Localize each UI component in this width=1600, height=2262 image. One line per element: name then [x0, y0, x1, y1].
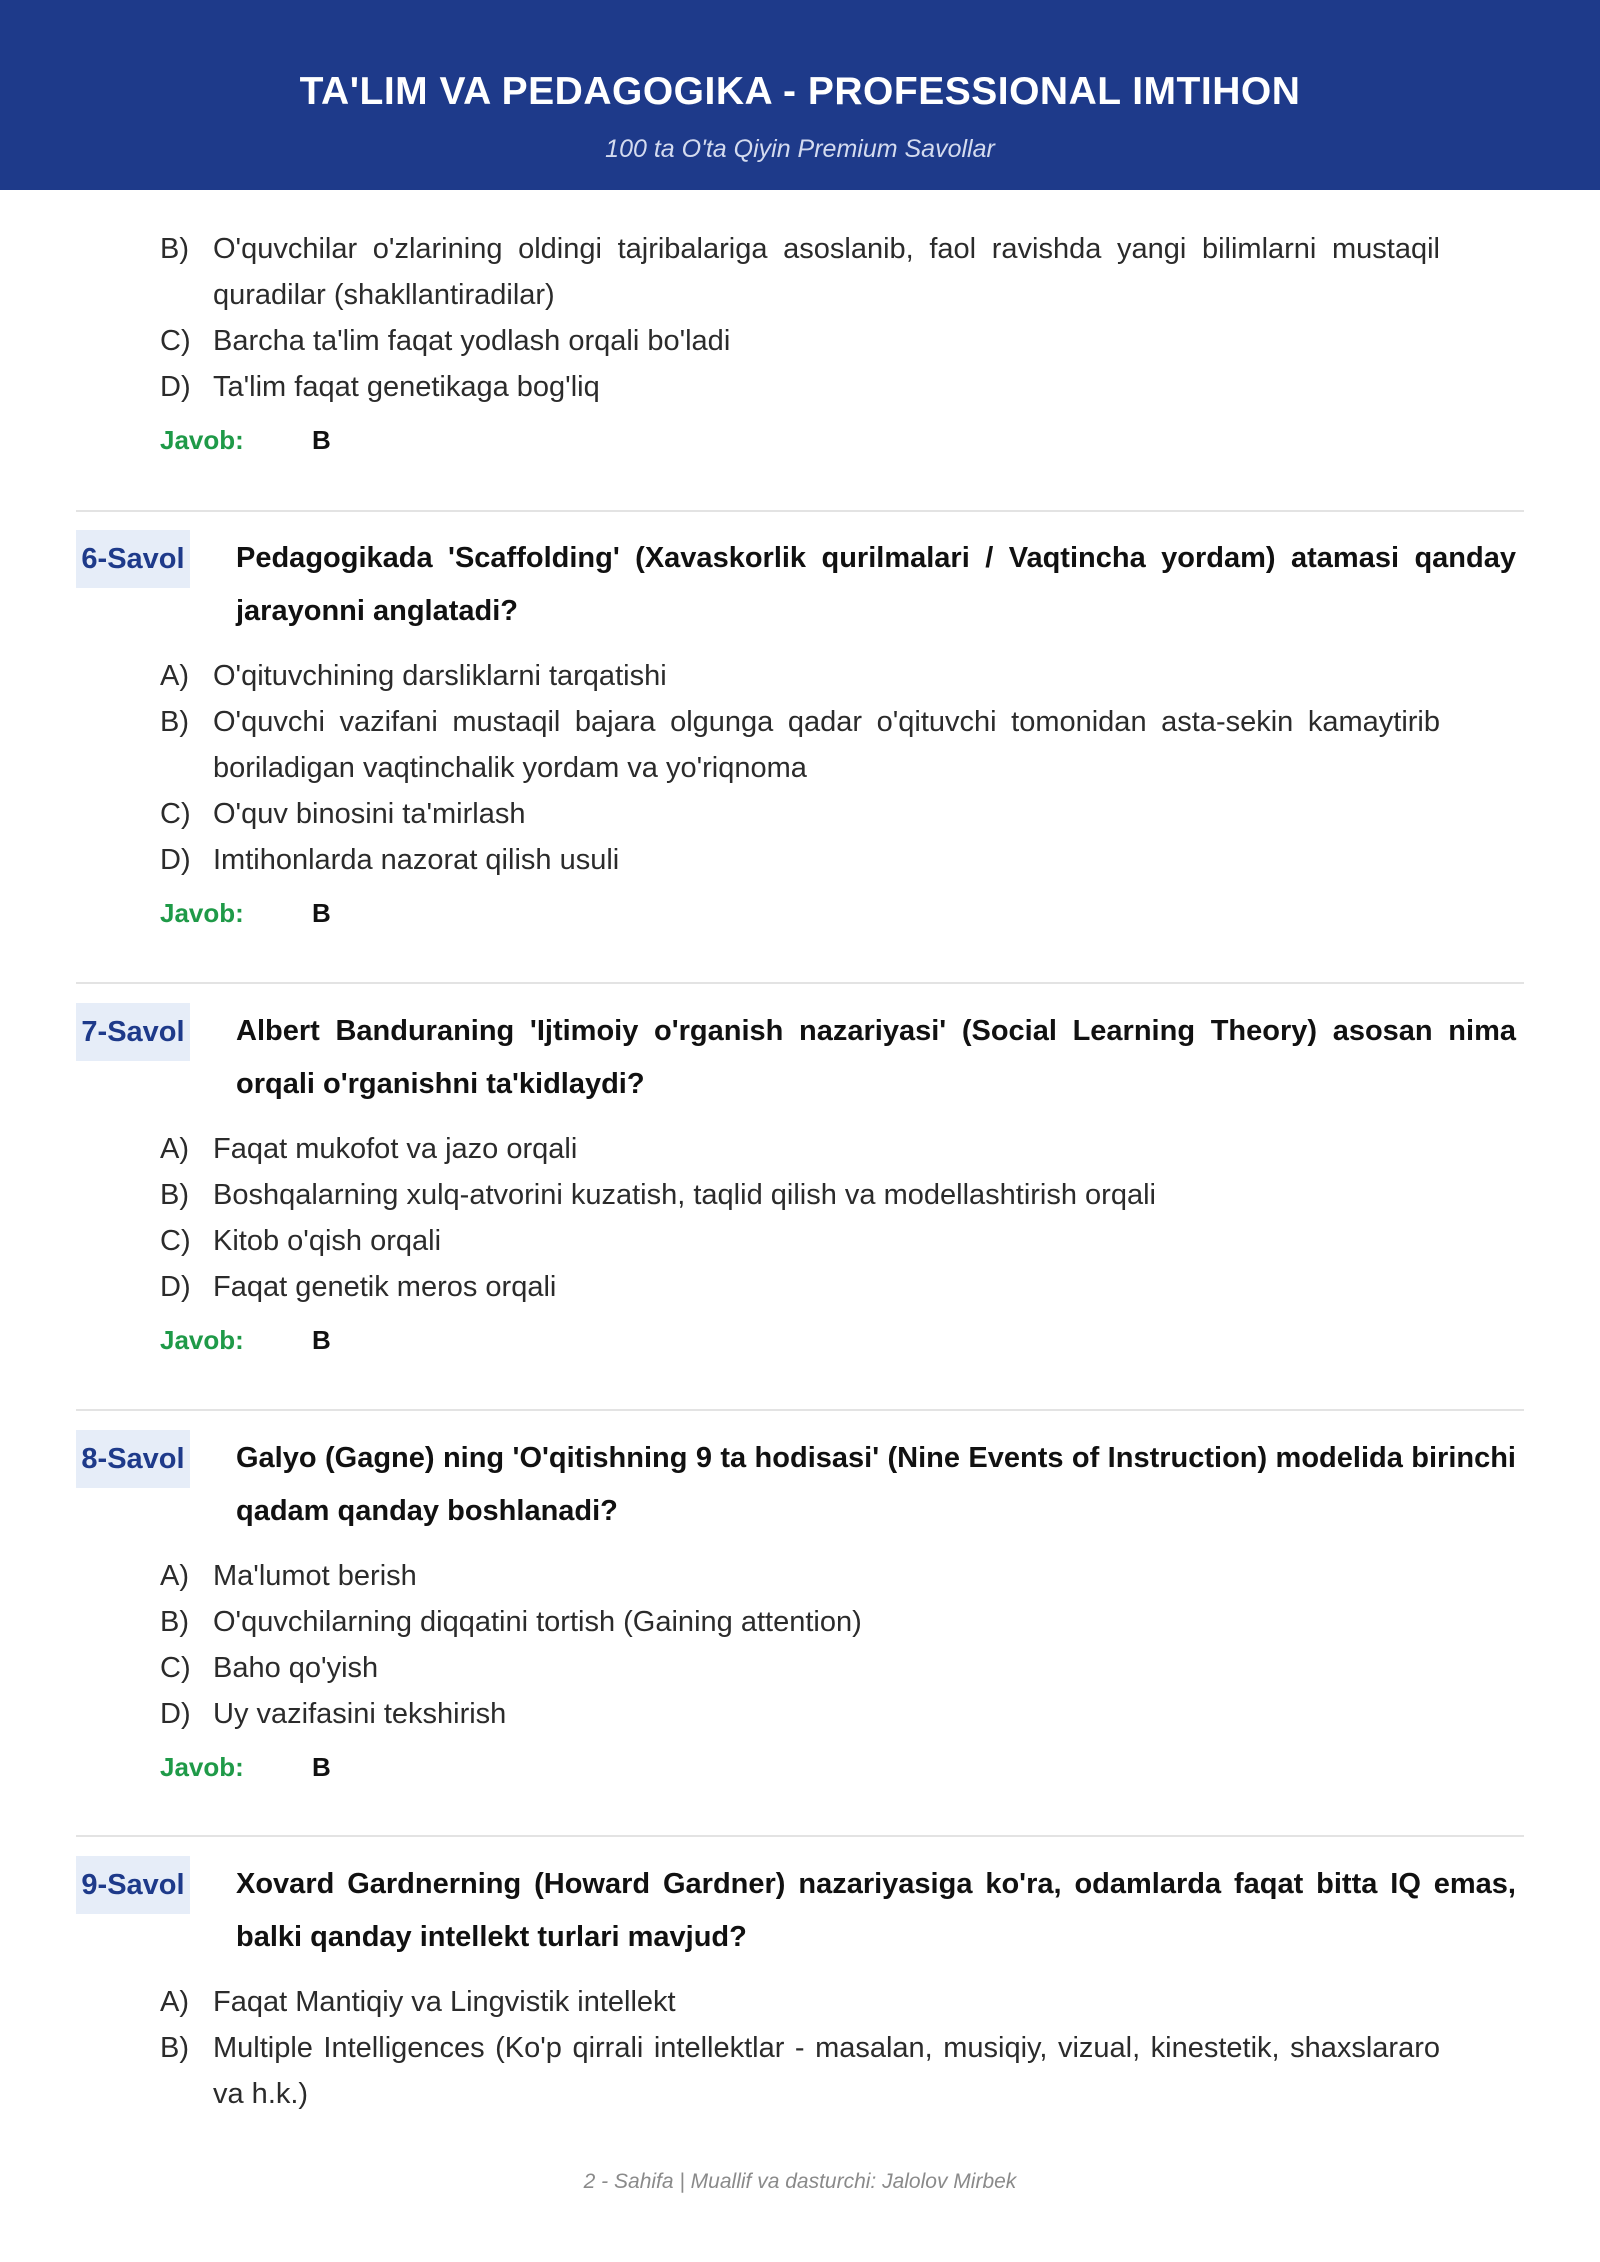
question-number: 9-Savol [76, 1856, 190, 1914]
option-item [160, 1599, 1440, 1645]
option-letter: A) [160, 1986, 189, 2018]
option-letter: C) [160, 798, 191, 830]
option-item [160, 318, 1440, 364]
option-item [160, 1645, 1440, 1691]
option-item [160, 1264, 1440, 1310]
option-letter: A) [160, 660, 189, 692]
option-item [160, 1553, 1440, 1599]
option-item [160, 1126, 1440, 1172]
option-text: Ma'lumot berish [213, 1560, 417, 1592]
question-number: 8-Savol [76, 1430, 190, 1488]
option-text: O'qituvchining darsliklarni tarqatishi [213, 660, 667, 692]
option-text: O'quv binosini ta'mirlash [213, 798, 526, 830]
question-number: 6-Savol [76, 530, 190, 588]
answer-label: Javob: [160, 898, 244, 928]
option-item [160, 1218, 1440, 1264]
page-subtitle: 100 ta O'ta Qiyin Premium Savollar [605, 135, 995, 163]
answer-value: B [312, 1752, 331, 1782]
answer-label: Javob: [160, 1752, 244, 1782]
option-letter: C) [160, 1225, 191, 1257]
question-text: Albert Banduraning 'Ijtimoiy o'rganish nazariyasi' (Social Learning Theory) asosan nima orqali o'rganishni ta'kidlaydi? [236, 1015, 1516, 1100]
option-letter: B) [160, 2032, 189, 2064]
divider [76, 982, 1524, 984]
option-text: Kitob o'qish orqali [213, 1225, 442, 1257]
option-letter: C) [160, 325, 191, 357]
option-item [160, 1979, 1440, 2025]
option-letter: B) [160, 706, 189, 738]
option-text: O'quvchilar o'zlarining oldingi tajribalariga asoslanib, faol ravishda yangi bilimlarni mustaqil quradilar (shakllantiradilar) [213, 233, 1440, 311]
divider [76, 510, 1524, 512]
option-item [160, 226, 1440, 318]
option-letter: A) [160, 1133, 189, 1165]
option-item [160, 1172, 1440, 1218]
option-item [160, 837, 1440, 883]
option-letter: B) [160, 1179, 189, 1211]
question-text: Xovard Gardnerning (Howard Gardner) nazariyasiga ko'ra, odamlarda faqat bitta IQ emas, balki qanday intellekt turlari mavjud? [236, 1868, 1516, 1953]
option-text: Boshqalarning xulq-atvorini kuzatish, taqlid qilish va modellashtirish orqali [213, 1179, 1156, 1211]
option-text: Multiple Intelligences (Ko'p qirrali intellektlar - masalan, musiqiy, vizual, kinestetik, shaxslararo va h.k.) [213, 2032, 1440, 2110]
option-text: O'quvchilarning diqqatini tortish (Gaining attention) [213, 1606, 862, 1638]
option-item [160, 791, 1440, 837]
option-letter: D) [160, 371, 191, 403]
option-text: O'quvchi vazifani mustaqil bajara olgunga qadar o'qituvchi tomonidan asta-sekin kamaytirib boriladigan vaqtinchalik yordam va yo'riqnoma [213, 706, 1440, 784]
option-letter: C) [160, 1652, 191, 1684]
option-letter: A) [160, 1560, 189, 1592]
option-letter: D) [160, 1271, 191, 1303]
option-text: Imtihonlarda nazorat qilish usuli [213, 844, 620, 876]
answer-label: Javob: [160, 1325, 244, 1355]
option-letter: B) [160, 1606, 189, 1638]
option-item [160, 1691, 1440, 1737]
option-text: Uy vazifasini tekshirish [213, 1698, 507, 1730]
page-header [0, 0, 1600, 190]
option-letter: D) [160, 1698, 191, 1730]
option-item [160, 699, 1440, 791]
question-number: 7-Savol [76, 1003, 190, 1061]
answer-value: B [312, 898, 331, 928]
question-text: Galyo (Gagne) ning 'O'qitishning 9 ta hodisasi' (Nine Events of Instruction) modelida birinchi qadam qanday boshlanadi? [236, 1442, 1516, 1527]
answer-value: B [312, 425, 331, 455]
option-item [160, 2025, 1440, 2117]
question-text: Pedagogikada 'Scaffolding' (Xavaskorlik qurilmalari / Vaqtincha yordam) atamasi qanday jarayonni anglatadi? [236, 542, 1516, 627]
option-letter: D) [160, 844, 191, 876]
option-item [160, 653, 1440, 699]
page-title: TA'LIM VA PEDAGOGIKA - PROFESSIONAL IMTIHON [299, 70, 1301, 113]
option-letter: B) [160, 233, 189, 265]
option-text: Faqat genetik meros orqali [213, 1271, 557, 1303]
divider [76, 1835, 1524, 1837]
option-text: Barcha ta'lim faqat yodlash orqali bo'ladi [213, 325, 731, 357]
answer-value: B [312, 1325, 331, 1355]
option-item [160, 364, 1440, 410]
answer-label: Javob: [160, 425, 244, 455]
option-text: Ta'lim faqat genetikaga bog'liq [213, 371, 600, 403]
divider [76, 1409, 1524, 1411]
option-text: Faqat mukofot va jazo orqali [213, 1133, 578, 1165]
option-text: Baho qo'yish [213, 1652, 379, 1684]
page-footer: 2 - Sahifa | Muallif va dasturchi: Jalolov Mirbek [583, 2170, 1017, 2193]
option-text: Faqat Mantiqiy va Lingvistik intellekt [213, 1986, 676, 2018]
